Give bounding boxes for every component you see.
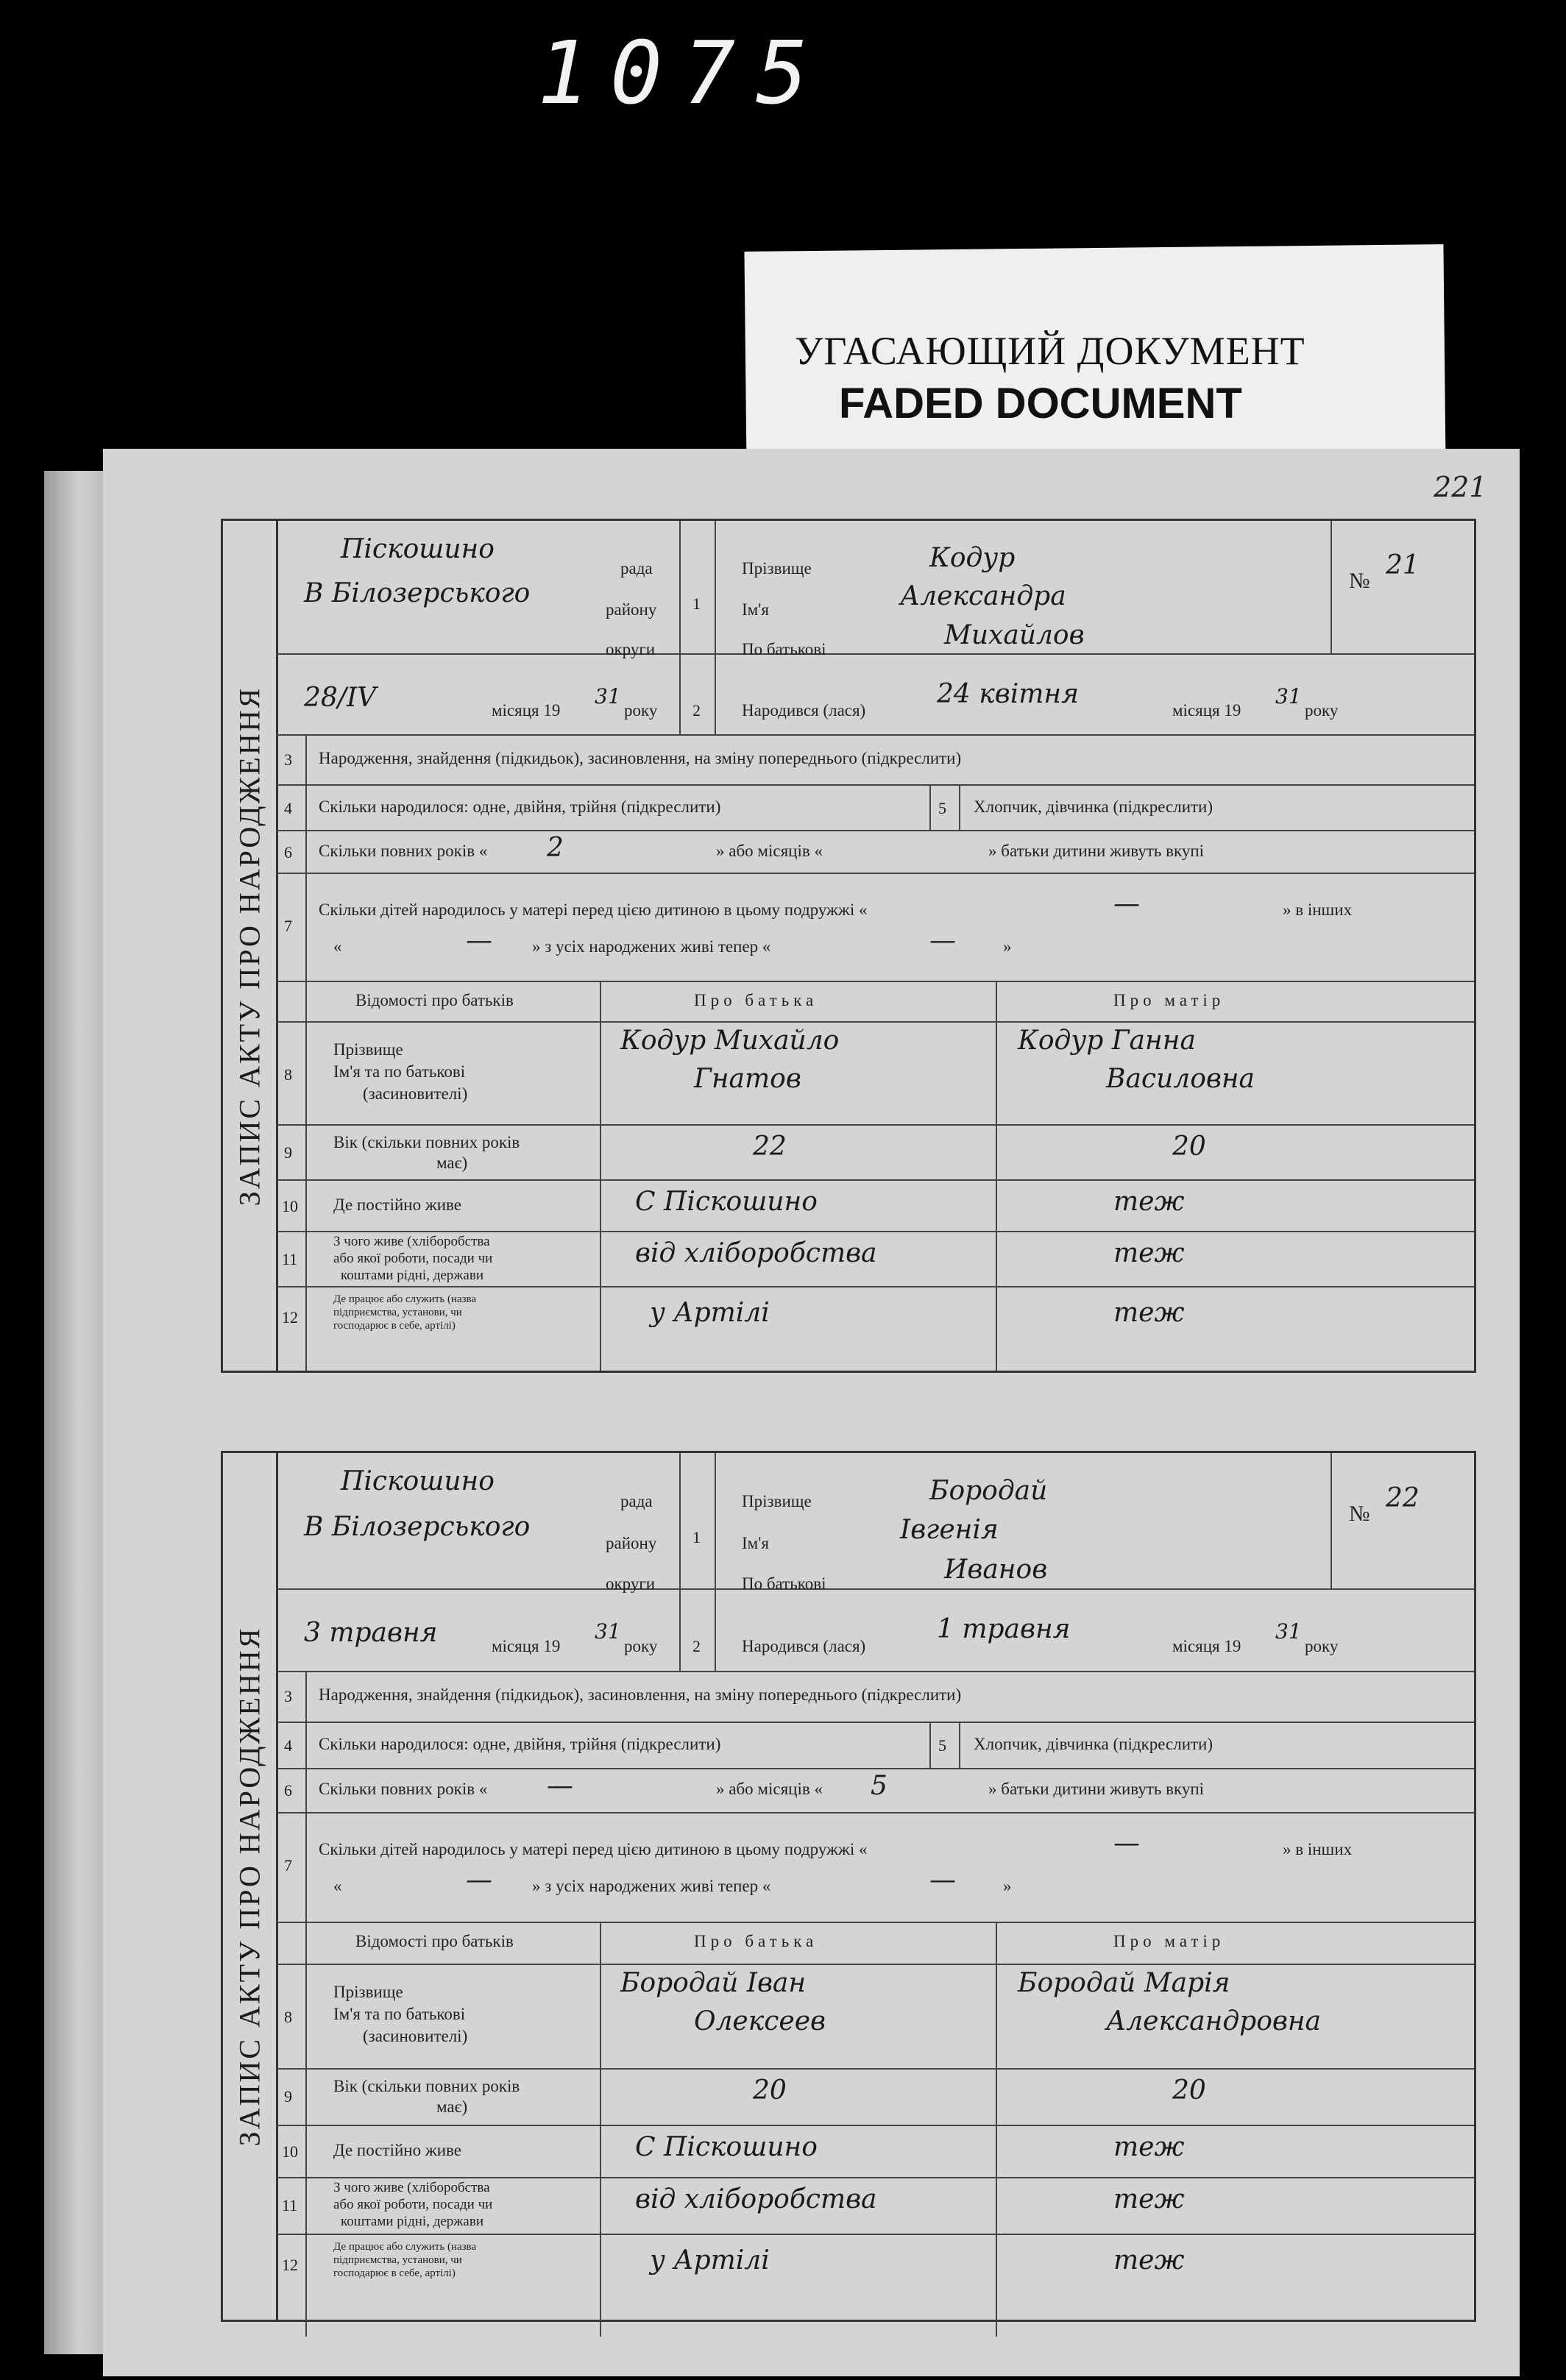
row7-text-e: » (1003, 937, 1012, 956)
row-number: 12 (282, 1308, 298, 1326)
form-rule (1331, 521, 1332, 653)
form-rule (276, 1964, 1474, 1965)
form-rule (929, 784, 931, 830)
form-rule (276, 873, 1474, 874)
form-rule (276, 1768, 1474, 1769)
record-side-panel (223, 1453, 278, 2320)
row-number: 5 (938, 1736, 946, 1755)
row3-text: Народження, знайдення (підкидьок), засиновлення, на зміну попереднього (підкреслити) (319, 749, 962, 767)
row-number: 1 (692, 594, 701, 613)
form-rule (276, 981, 1474, 982)
row8-text-b: Ім'я та по батькові (333, 2005, 466, 2023)
row6-text-c: » батьки дитини живуть вкупі (988, 1780, 1205, 1798)
birth-record (221, 519, 1476, 1373)
years-together-value: — (547, 1771, 573, 1801)
children-other-value: — (466, 926, 492, 956)
row9-text-b: має) (436, 1154, 468, 1172)
record-number-label: № (1349, 1502, 1370, 1526)
row8-text-b: Ім'я та по батькові (333, 1062, 466, 1081)
row-number: 3 (284, 750, 292, 769)
row12-text-b: підприємства, установи, чи (333, 2254, 462, 2266)
row5-text: Хлопчик, дівчинка (підкреслити) (974, 1735, 1214, 1753)
form-rule (276, 2234, 1474, 2235)
born-year-label: року (1305, 701, 1339, 720)
row7-text-d: » з усіх народжених живі тепер « (532, 1877, 771, 1895)
father-header: Про батька (694, 991, 818, 1009)
form-rule (276, 1179, 1474, 1181)
row-number: 6 (284, 1781, 292, 1800)
row-number: 10 (282, 1197, 298, 1215)
row10-text: Де постійно живе (333, 2141, 461, 2159)
mother-age-value: 20 (1172, 1132, 1206, 1162)
row-number: 7 (284, 917, 292, 935)
mother-age-value: 20 (1172, 2075, 1206, 2106)
born-day-value: 24 квітня (937, 679, 1079, 709)
form-rule (276, 1922, 1474, 1923)
form-rule (276, 1021, 1474, 1023)
row-number: 11 (282, 1250, 298, 1268)
row-number: 1 (692, 1528, 701, 1546)
row6-text-a: Скільки повних років « (319, 1780, 488, 1798)
registration-year: 31 (595, 684, 621, 708)
born-year-value: 31 (1275, 684, 1302, 708)
form-rule (996, 1922, 997, 2337)
born-day-value: 1 травня (937, 1614, 1071, 1644)
name-label: Ім'я (742, 600, 769, 619)
father-work-value: у Артілі (650, 1298, 770, 1328)
name-label: Ім'я (742, 1534, 769, 1552)
parents-header: Відомості про батьків (355, 991, 514, 1009)
form-rule (1331, 1453, 1332, 1588)
rada-value: Піскошино (341, 534, 495, 564)
row7-text-c: « (333, 937, 342, 956)
form-rule (276, 2177, 1474, 2178)
patronymic-value: Михайлов (944, 620, 1085, 650)
patronymic-label: По батькові (742, 640, 826, 658)
registration-year-label: року (624, 701, 658, 720)
form-rule (276, 653, 1474, 655)
surname-label: Прізвище (742, 559, 812, 578)
row6-text-b: » або місяців « (716, 842, 823, 860)
row8-text-c: (засиновителі) (363, 2027, 468, 2045)
form-rule (276, 1722, 1474, 1723)
row6-text-c: » батьки дитини живуть вкупі (988, 842, 1205, 860)
children-before-value: — (1113, 1828, 1140, 1858)
form-rule (276, 1286, 1474, 1287)
mother-name-line1: Бородай Марія (1018, 1968, 1230, 1998)
form-rule (929, 1722, 931, 1768)
row9-text-a: Вік (скільки повних років (333, 2077, 520, 2095)
row11-text-b: або якої роботи, посади чи (333, 1251, 493, 1266)
okrugy-label: округи (606, 640, 656, 658)
form-rule (276, 2068, 1474, 2070)
form-rule (276, 1231, 1474, 1232)
row-number: 5 (938, 799, 946, 817)
mother-work-value: теж (1113, 2245, 1185, 2276)
months-together-value: 5 (871, 1771, 887, 1801)
mother-name-line2: Александровна (1106, 2006, 1321, 2036)
row7-text-d: » з усіх народжених живі тепер « (532, 937, 771, 956)
father-name-line1: Бородай Іван (620, 1968, 807, 1998)
form-rule (276, 1124, 1474, 1126)
mother-income-value: теж (1113, 1238, 1185, 1268)
rayon-label: району (606, 600, 657, 619)
row8-text-a: Прізвище (333, 1983, 403, 2001)
record-number-label: № (1349, 569, 1370, 593)
form-rule (715, 1453, 716, 1671)
row-number: 4 (284, 799, 292, 817)
name-value: Івгенія (900, 1515, 999, 1545)
birth-record (221, 1451, 1476, 2322)
form-rule (276, 1671, 1474, 1672)
father-age-value: 22 (753, 1132, 787, 1162)
form-rule (276, 830, 1474, 831)
rada-label: рада (620, 559, 653, 578)
row3-text: Народження, знайдення (підкидьок), засиновлення, на зміну попереднього (підкреслити) (319, 1685, 962, 1704)
mother-lives-value: теж (1113, 1187, 1185, 1217)
children-other-value: — (466, 1865, 492, 1895)
row-number: 9 (284, 2087, 292, 2106)
record-title: ЗАПИС АКТУ ПРО НАРОДЖЕННЯ (233, 686, 266, 1206)
row10-text: Де постійно живе (333, 1196, 461, 1214)
record-title: ЗАПИС АКТУ ПРО НАРОДЖЕННЯ (233, 1626, 266, 2147)
archive-number: 1075 (537, 22, 829, 124)
form-rule (679, 521, 681, 734)
row-number: 8 (284, 1065, 292, 1084)
father-name-line2: Олексеев (694, 2006, 826, 2036)
father-work-value: у Артілі (650, 2245, 770, 2276)
form-rule (276, 2125, 1474, 2126)
row-number: 12 (282, 2256, 298, 2274)
form-rule (959, 784, 960, 830)
rayon-label: району (606, 1534, 657, 1552)
registration-year-label: року (624, 1637, 658, 1655)
row9-text-b: має) (436, 2097, 468, 2116)
rayon-value: В Білозерського (304, 578, 531, 608)
row11-text-c: коштами рідні, держави (341, 2214, 483, 2229)
row-number: 3 (284, 1687, 292, 1705)
row11-text-b: або якої роботи, посади чи (333, 2197, 493, 2212)
slip-label-russian: УГАСАЮЩИЙ ДОКУМЕНТ (795, 329, 1305, 373)
row-number: 9 (284, 1143, 292, 1162)
row7-text-b: » в інших (1283, 901, 1353, 919)
record-number-value: 22 (1386, 1483, 1420, 1513)
patronymic-value: Иванов (944, 1555, 1048, 1585)
form-rule (276, 1812, 1474, 1814)
row7-text-c: « (333, 1877, 342, 1895)
mother-header: Про матір (1113, 1932, 1225, 1950)
children-alive-value: — (929, 1865, 956, 1895)
form-rule (276, 1588, 1474, 1590)
parents-header: Відомості про батьків (355, 1932, 514, 1950)
surname-value: Бородай (929, 1476, 1048, 1506)
father-lives-value: С Піскошино (635, 2132, 818, 2162)
children-before-value: — (1113, 889, 1140, 919)
surname-value: Кодур (929, 543, 1016, 573)
row9-text-a: Вік (скільки повних років (333, 1133, 520, 1151)
mother-name-line2: Василовна (1106, 1064, 1255, 1094)
patronymic-label: По батькові (742, 1574, 826, 1593)
born-label: Народився (лася) (742, 701, 866, 720)
mother-lives-value: теж (1113, 2132, 1185, 2162)
row-number: 10 (282, 2142, 298, 2161)
born-year-label: року (1305, 1637, 1339, 1655)
registration-year: 31 (595, 1619, 621, 1644)
mother-header: Про матір (1113, 991, 1225, 1009)
row-number: 7 (284, 1856, 292, 1875)
father-name-line2: Гнатов (694, 1064, 801, 1094)
row11-text-a: З чого живе (хліборобства (333, 1234, 490, 1249)
born-label: Народився (лася) (742, 1637, 866, 1655)
children-alive-value: — (929, 926, 956, 956)
name-value: Александра (900, 581, 1066, 611)
row11-text-c: коштами рідні, держави (341, 1268, 483, 1283)
mother-income-value: теж (1113, 2184, 1185, 2214)
row6-text-b: » або місяців « (716, 1780, 823, 1798)
born-year-value: 31 (1275, 1619, 1302, 1644)
rada-value: Піскошино (341, 1466, 495, 1496)
registration-month-label: місяця 19 (492, 701, 561, 720)
born-month-label: місяця 19 (1172, 701, 1241, 720)
form-rule (959, 1722, 960, 1768)
row6-text-a: Скільки повних років « (319, 842, 488, 860)
row8-text-c: (засиновителі) (363, 1084, 468, 1103)
father-name-line1: Кодур Михайло (620, 1026, 840, 1056)
father-income-value: від хліборобства (635, 1238, 877, 1268)
row12-text-a: Де працює або служить (назва (333, 2241, 477, 2253)
father-lives-value: С Піскошино (635, 1187, 818, 1217)
row4-text: Скільки народилося: одне, двійня, трійня (підкреслити) (319, 1735, 721, 1753)
rada-label: рада (620, 1492, 653, 1510)
form-rule (305, 734, 307, 1371)
mother-work-value: теж (1113, 1298, 1185, 1328)
record-side-panel (223, 521, 278, 1371)
row-number: 11 (282, 2196, 298, 2214)
row-number: 4 (284, 1736, 292, 1755)
row5-text: Хлопчик, дівчинка (підкреслити) (974, 798, 1214, 816)
row12-text-c: господарює в себе, артілі) (333, 1320, 456, 1332)
row11-text-a: З чого живе (хліборобства (333, 2180, 490, 2195)
form-rule (679, 1453, 681, 1671)
form-rule (305, 1671, 307, 2337)
born-month-label: місяця 19 (1172, 1637, 1241, 1655)
sheet-number: 221 (1434, 471, 1487, 503)
father-header: Про батька (694, 1932, 818, 1950)
row7-text-e: » (1003, 1877, 1012, 1895)
row-number: 2 (692, 1637, 701, 1655)
mother-name-line1: Кодур Ганна (1018, 1026, 1196, 1056)
registration-day: 28/IV (304, 683, 377, 713)
row12-text-a: Де працює або служить (назва (333, 1293, 477, 1305)
father-income-value: від хліборобства (635, 2184, 877, 2214)
years-together-value: 2 (547, 833, 564, 863)
row7-text-b: » в інших (1283, 1840, 1353, 1858)
row12-text-b: підприємства, установи, чи (333, 1307, 462, 1318)
row-number: 2 (692, 701, 701, 720)
row-number: 8 (284, 2008, 292, 2026)
rayon-value: В Білозерського (304, 1512, 531, 1542)
form-rule (600, 981, 601, 1371)
row12-text-c: господарює в себе, артілі) (333, 2267, 456, 2279)
form-rule (715, 521, 716, 734)
row4-text: Скільки народилося: одне, двійня, трійня (підкреслити) (319, 798, 721, 816)
registration-day: 3 травня (304, 1618, 438, 1648)
row7-text-a: Скільки дітей народилось у матері перед цією дитиною в цьому подружжі « (319, 1840, 868, 1858)
form-rule (276, 734, 1474, 736)
form-rule (600, 1922, 601, 2337)
registration-month-label: місяця 19 (492, 1637, 561, 1655)
row7-text-a: Скільки дітей народилось у матері перед цією дитиною в цьому подружжі « (319, 901, 868, 919)
record-number-value: 21 (1386, 550, 1420, 580)
slip-label-english: FADED DOCUMENT (839, 380, 1242, 427)
father-age-value: 20 (753, 2075, 787, 2106)
surname-label: Прізвище (742, 1492, 812, 1510)
okrugy-label: округи (606, 1574, 656, 1593)
row8-text-a: Прізвище (333, 1040, 403, 1059)
form-rule (996, 981, 997, 1371)
row-number: 6 (284, 843, 292, 862)
form-rule (276, 784, 1474, 786)
